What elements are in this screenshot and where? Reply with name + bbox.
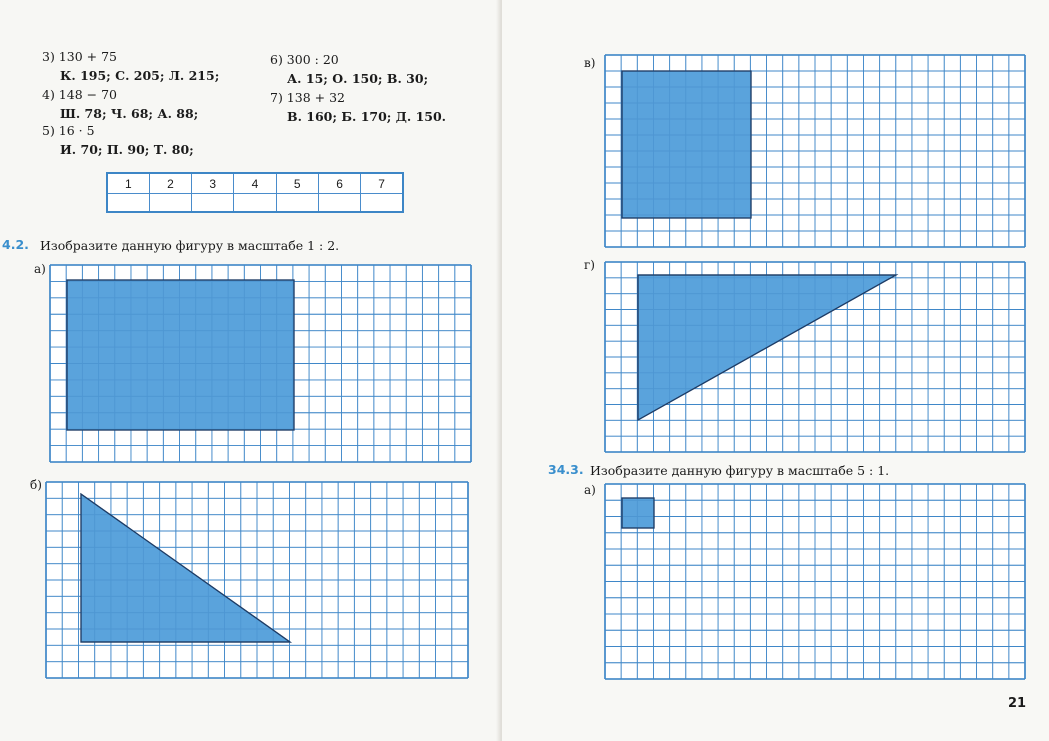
small-square-shape	[622, 498, 654, 528]
task-5-expression: 5) 16 · 5	[42, 123, 95, 138]
figure-label-a: а)	[34, 262, 46, 276]
answer-table-header: 2	[149, 173, 191, 194]
rectangle-shape	[67, 280, 294, 430]
figure-label-v: в)	[584, 56, 596, 70]
grid-triangle-g	[605, 262, 1025, 452]
page-number: 21	[1008, 696, 1027, 711]
task-7-options: В. 160; Б. 170; Д. 150.	[287, 109, 447, 124]
figure-label-a2: а)	[584, 483, 596, 497]
answer-table-header: 6	[318, 173, 360, 194]
rectangle-shape	[622, 71, 751, 218]
answer-cell[interactable]	[107, 194, 149, 213]
grid-triangle-b	[46, 482, 468, 678]
answer-cell[interactable]	[149, 194, 191, 213]
task-6-expression: 6) 300 : 20	[270, 52, 339, 67]
answer-table-header: 7	[361, 173, 403, 194]
task-7-expression: 7) 138 + 32	[270, 90, 345, 105]
answer-table-header: 1	[107, 173, 149, 194]
answer-table-header: 3	[192, 173, 234, 194]
figure-label-b: б)	[30, 478, 42, 492]
exercise-number: 4.2.	[2, 237, 29, 252]
exercise-text: Изобразите данную фигуру в масштабе 1 : 2.	[40, 238, 340, 253]
answer-cell[interactable]	[234, 194, 276, 213]
task-6-options: А. 15; О. 150; В. 30;	[287, 71, 429, 86]
exercise-number: 34.3.	[548, 462, 584, 477]
answer-cell[interactable]	[276, 194, 318, 213]
answer-cell[interactable]	[361, 194, 403, 213]
grid-small-square	[605, 484, 1025, 679]
right-page	[502, 0, 1049, 741]
answer-cell[interactable]	[192, 194, 234, 213]
task-3-options: К. 195; С. 205; Л. 215;	[60, 68, 220, 83]
answer-table-header: 5	[276, 173, 318, 194]
task-4-expression: 4) 148 − 70	[42, 87, 117, 102]
task-4-options: Ш. 78; Ч. 68; А. 88;	[60, 106, 199, 121]
grid-square-v	[605, 55, 1025, 247]
left-page	[0, 0, 502, 741]
task-3-expression: 3) 130 + 75	[42, 49, 117, 64]
figure-label-g: г)	[584, 258, 595, 272]
exercise-text: Изобразите данную фигуру в масштабе 5 : 1.	[590, 463, 890, 478]
grid-rectangle-a	[50, 265, 471, 462]
task-5-options: И. 70; П. 90; Т. 80;	[60, 142, 194, 157]
answer-table	[106, 172, 404, 213]
answer-cell[interactable]	[318, 194, 360, 213]
answer-table-header: 4	[234, 173, 276, 194]
